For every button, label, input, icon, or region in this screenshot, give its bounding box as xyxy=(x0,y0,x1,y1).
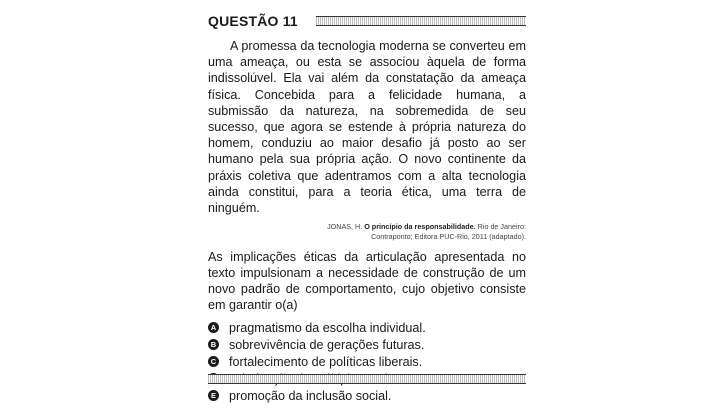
question-title: QUESTÃO 11 xyxy=(208,13,298,29)
citation-work: O princípio da responsabilidade. xyxy=(364,222,476,232)
option-letter-b-icon: B xyxy=(208,339,219,350)
option-text: pragmatismo da escolha individual. xyxy=(229,320,426,335)
question-block xyxy=(208,10,526,420)
question-stem: As implicações éticas da articulação apresentada no texto impulsionam a necessidade de construção de um novo padrão de comportamento, cujo objetivo consiste em garantir o(a) xyxy=(208,250,526,313)
option-letter-a-icon: A xyxy=(208,322,219,333)
passage-text: A promessa da tecnologia moderna se converteu em uma ameaça, ou esta se associou àquela de forma indissolúvel. Ela vai além da constatação da ameaça física. Concebida para a felicidade humana, a submissão da natureza, na sobremedida de seu sucesso, que agora se estende à própria natureza do homem, conduziu ao maior desafio já posto ao ser humano pela sua própria ação. O novo continente da práxis coletiva que adentramos com a alta tecnologia ainda constitui, para a teoria ética, uma terra de ninguém. xyxy=(208,39,526,216)
option-text: promoção da inclusão social. xyxy=(229,388,392,403)
option-c[interactable] xyxy=(208,353,526,370)
option-letter-c-icon: C xyxy=(208,356,219,367)
citation-place: Rio de Janeiro: xyxy=(477,222,526,232)
passage xyxy=(208,38,526,216)
citation-publisher: Contraponto; Editora PUC-Rio, 2011 (adaptado). xyxy=(371,232,526,242)
citation xyxy=(208,222,526,242)
citation-author: JONAS, H. xyxy=(327,222,363,232)
header-divider xyxy=(316,16,526,26)
option-letter-e-icon: E xyxy=(208,390,219,401)
option-text: fortalecimento de políticas liberais. xyxy=(229,354,423,369)
answer-options xyxy=(208,319,526,404)
option-e[interactable] xyxy=(208,387,526,404)
option-a[interactable] xyxy=(208,319,526,336)
option-text: sobrevivência de gerações futuras. xyxy=(229,337,425,352)
footer-divider xyxy=(208,374,526,384)
option-b[interactable] xyxy=(208,336,526,353)
question-header xyxy=(208,10,526,32)
